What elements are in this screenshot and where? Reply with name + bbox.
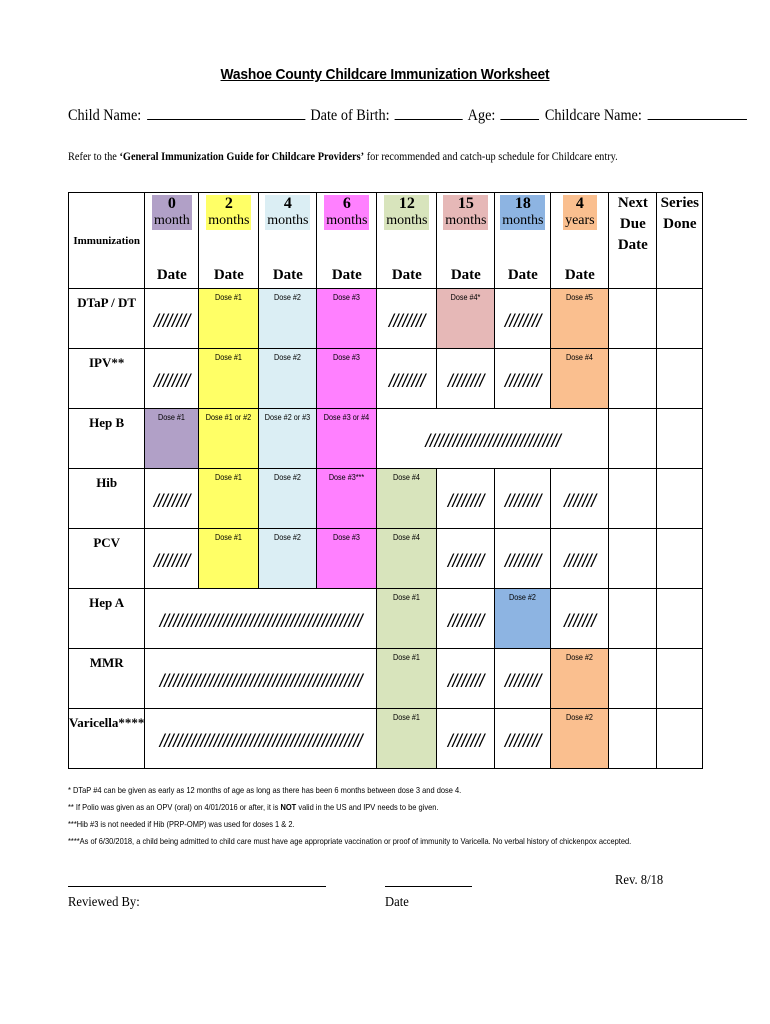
age-unit: month bbox=[153, 213, 190, 228]
vaccine-name: Hep A bbox=[89, 595, 125, 610]
vaccine-label bbox=[69, 469, 145, 529]
cell-4-years[interactable] bbox=[551, 589, 609, 649]
next-word: Next bbox=[617, 195, 648, 211]
age-unit: months bbox=[445, 213, 487, 228]
not-applicable-mark: //////// bbox=[153, 551, 190, 571]
cell-series-done[interactable] bbox=[657, 289, 703, 349]
cell-not-applicable-span bbox=[145, 649, 377, 709]
cell-4-months[interactable] bbox=[259, 469, 317, 529]
child-info-line bbox=[68, 107, 748, 125]
dose-label: Dose #2 bbox=[566, 712, 594, 722]
next-due-date-header bbox=[609, 193, 657, 289]
not-applicable-mark: //////// bbox=[153, 491, 190, 511]
age-value: 15 bbox=[457, 195, 474, 212]
cell-series-done[interactable] bbox=[657, 529, 703, 589]
cell-6-months[interactable] bbox=[317, 349, 377, 409]
vaccine-label bbox=[69, 289, 145, 349]
cell-next-due[interactable] bbox=[609, 289, 657, 349]
cell-18-months[interactable] bbox=[495, 349, 551, 409]
not-applicable-mark: //////// bbox=[447, 611, 484, 631]
vaccine-label bbox=[69, 589, 145, 649]
not-applicable-mark: ////////////////////////////// bbox=[425, 431, 561, 451]
date-label: Date bbox=[450, 267, 481, 283]
cell-18-months[interactable] bbox=[495, 709, 551, 769]
age-header-18-months bbox=[495, 193, 551, 289]
due-word: Due bbox=[619, 216, 646, 232]
cell-next-due[interactable] bbox=[609, 589, 657, 649]
not-applicable-mark: //////// bbox=[153, 371, 190, 391]
age-unit: months bbox=[502, 213, 544, 228]
age-value: 6 bbox=[342, 195, 351, 212]
not-applicable-mark: //////// bbox=[447, 371, 484, 391]
cell-0-month[interactable] bbox=[145, 289, 199, 349]
footnote-varicella: ****As of 6/30/2018, a child being admitted to child care must have age appropriate vaccination or proof of immunity to Varicella. No verbal history of chickenpox accepted. bbox=[68, 836, 632, 846]
cell-12-months[interactable] bbox=[377, 289, 437, 349]
footnote-hib: ***Hib #3 is not needed if Hib (PRP-OMP) was used for doses 1 & 2. bbox=[68, 819, 295, 829]
vaccine-name: IPV** bbox=[88, 355, 125, 370]
date-label: Date bbox=[507, 267, 538, 283]
age-header-4-months bbox=[259, 193, 317, 289]
header-row bbox=[69, 193, 703, 289]
row-varicella bbox=[69, 709, 703, 769]
dose-label: Dose #3 bbox=[333, 532, 361, 542]
cell-12-months[interactable] bbox=[377, 589, 437, 649]
vaccine-label bbox=[69, 649, 145, 709]
dose-label: Dose #3 bbox=[333, 292, 361, 302]
age-header-2-months bbox=[199, 193, 259, 289]
row-dtap bbox=[69, 289, 703, 349]
cell-6-months[interactable] bbox=[317, 409, 377, 469]
cell-15-months[interactable] bbox=[437, 349, 495, 409]
dob-label: Date of Birth: bbox=[310, 107, 390, 124]
cell-12-months[interactable] bbox=[377, 349, 437, 409]
reviewed-by-label: Reviewed By: bbox=[68, 895, 140, 910]
dose-label: Dose #2 bbox=[274, 292, 302, 302]
row-hib bbox=[69, 469, 703, 529]
cell-0-month[interactable] bbox=[145, 349, 199, 409]
cell-2-months[interactable] bbox=[199, 349, 259, 409]
date-word: Date bbox=[617, 237, 648, 253]
not-applicable-mark: //////// bbox=[504, 671, 541, 691]
dose-label: Dose #3*** bbox=[329, 472, 365, 482]
not-applicable-mark: //////// bbox=[504, 731, 541, 751]
dose-label: Dose #2 bbox=[566, 652, 594, 662]
cell-next-due[interactable] bbox=[609, 709, 657, 769]
footnote-text: valid in the US and IPV needs to be given. bbox=[296, 802, 439, 812]
cell-6-months[interactable] bbox=[317, 529, 377, 589]
dose-label: Dose #2 bbox=[274, 352, 302, 362]
cell-4-months[interactable] bbox=[259, 409, 317, 469]
cell-series-done[interactable] bbox=[657, 349, 703, 409]
cell-not-applicable-span bbox=[377, 409, 609, 469]
cell-15-months[interactable] bbox=[437, 709, 495, 769]
immunization-table bbox=[68, 192, 703, 769]
not-applicable-mark: ///////////////////////////////////////////// bbox=[159, 671, 363, 691]
cell-15-months[interactable] bbox=[437, 289, 495, 349]
cell-2-months[interactable] bbox=[199, 289, 259, 349]
age-unit: months bbox=[386, 213, 428, 228]
reviewed-by-signature-line[interactable] bbox=[68, 886, 326, 887]
dob-field[interactable] bbox=[395, 107, 463, 120]
cell-series-done[interactable] bbox=[657, 589, 703, 649]
vaccine-name: MMR bbox=[89, 655, 124, 670]
cell-18-months[interactable] bbox=[495, 649, 551, 709]
age-header-4-years bbox=[551, 193, 609, 289]
cell-4-years[interactable] bbox=[551, 529, 609, 589]
vaccine-label bbox=[69, 349, 145, 409]
footnotes bbox=[68, 782, 631, 850]
not-applicable-mark: //////// bbox=[447, 671, 484, 691]
dose-label: Dose #1 bbox=[393, 712, 421, 722]
cell-15-months[interactable] bbox=[437, 649, 495, 709]
footnote-emphasis: NOT bbox=[280, 802, 297, 812]
dose-label: Dose #1 bbox=[158, 412, 186, 422]
reference-prefix: Refer to the bbox=[68, 151, 120, 163]
cell-18-months[interactable] bbox=[495, 289, 551, 349]
cell-0-month[interactable] bbox=[145, 529, 199, 589]
date-label: Date bbox=[391, 267, 422, 283]
dose-label: Dose #1 bbox=[393, 652, 421, 662]
dose-label: Dose #3 or #4 bbox=[324, 412, 370, 422]
dose-label: Dose #1 bbox=[215, 292, 243, 302]
row-ipv bbox=[69, 349, 703, 409]
cell-not-applicable-span bbox=[145, 709, 377, 769]
dose-label: Dose #1 bbox=[215, 532, 243, 542]
cell-4-years[interactable] bbox=[551, 649, 609, 709]
cell-12-months[interactable] bbox=[377, 709, 437, 769]
cell-4-years[interactable] bbox=[551, 469, 609, 529]
vaccine-label bbox=[69, 709, 145, 769]
cell-12-months[interactable] bbox=[377, 469, 437, 529]
worksheet-title: Washoe County Childcare Immunization Worksheet bbox=[220, 66, 550, 83]
age-unit: months bbox=[267, 213, 309, 228]
age-value: 4 bbox=[283, 195, 292, 212]
dose-label: Dose #1 bbox=[215, 472, 243, 482]
cell-18-months[interactable] bbox=[495, 589, 551, 649]
age-value: 18 bbox=[514, 195, 531, 212]
dose-label: Dose #3 bbox=[333, 352, 361, 362]
vaccine-name: Hib bbox=[96, 475, 118, 490]
footnote-ipv bbox=[68, 799, 631, 816]
not-applicable-mark: //////// bbox=[504, 371, 541, 391]
age-header-15-months bbox=[437, 193, 495, 289]
row-pcv bbox=[69, 529, 703, 589]
date-label: Date bbox=[331, 267, 362, 283]
cell-series-done[interactable] bbox=[657, 709, 703, 769]
footnote-dtap: * DTaP #4 can be given as early as 12 months of age as long as there has been 6 months between dose 3 and dose 4. bbox=[68, 785, 462, 795]
cell-next-due[interactable] bbox=[609, 529, 657, 589]
age-field[interactable] bbox=[501, 107, 540, 120]
age-value: 12 bbox=[398, 195, 415, 212]
cell-next-due[interactable] bbox=[609, 409, 657, 469]
cell-4-months[interactable] bbox=[259, 349, 317, 409]
age-value: 0 bbox=[167, 195, 176, 212]
dose-label: Dose #5 bbox=[566, 292, 594, 302]
age-header-12-months bbox=[377, 193, 437, 289]
age-value: 2 bbox=[224, 195, 233, 212]
revision-label: Rev. 8/18 bbox=[615, 873, 664, 888]
date-label: Date bbox=[213, 267, 244, 283]
dose-label: Dose #2 or #3 bbox=[265, 412, 311, 422]
row-hepb bbox=[69, 409, 703, 469]
not-applicable-mark: /////// bbox=[564, 611, 596, 631]
dose-label: Dose #1 bbox=[215, 352, 243, 362]
cell-15-months[interactable] bbox=[437, 529, 495, 589]
cell-18-months[interactable] bbox=[495, 529, 551, 589]
not-applicable-mark: //////// bbox=[504, 551, 541, 571]
dose-label: Dose #2 bbox=[274, 472, 302, 482]
not-applicable-mark: //////// bbox=[504, 311, 541, 331]
not-applicable-mark: //////// bbox=[388, 311, 425, 331]
not-applicable-mark: //////// bbox=[447, 491, 484, 511]
cell-not-applicable-span bbox=[145, 589, 377, 649]
age-header-0-month bbox=[145, 193, 199, 289]
row-hepa bbox=[69, 589, 703, 649]
age-unit: months bbox=[208, 213, 250, 228]
series-word: Series bbox=[660, 195, 699, 211]
vaccine-name: Hep B bbox=[89, 415, 125, 430]
series-done-header bbox=[657, 193, 703, 289]
age-unit: years bbox=[565, 213, 595, 228]
cell-2-months[interactable] bbox=[199, 529, 259, 589]
reference-guide-title: ‘General Immunization Guide for Childcare Providers’ bbox=[119, 151, 365, 163]
cell-series-done[interactable] bbox=[657, 409, 703, 469]
review-date-line[interactable] bbox=[385, 886, 472, 887]
not-applicable-mark: /////// bbox=[564, 551, 596, 571]
cell-12-months[interactable] bbox=[377, 529, 437, 589]
age-value: 4 bbox=[575, 195, 584, 212]
cell-4-years[interactable] bbox=[551, 349, 609, 409]
vaccine-name: DTaP / DT bbox=[77, 295, 137, 310]
cell-4-years[interactable] bbox=[551, 709, 609, 769]
childcare-name-field[interactable] bbox=[647, 107, 746, 120]
dose-label: Dose #2 bbox=[274, 532, 302, 542]
not-applicable-mark: /////// bbox=[564, 491, 596, 511]
cell-18-months[interactable] bbox=[495, 469, 551, 529]
not-applicable-mark: //////// bbox=[447, 731, 484, 751]
cell-series-done[interactable] bbox=[657, 469, 703, 529]
cell-0-month[interactable] bbox=[145, 469, 199, 529]
cell-2-months[interactable] bbox=[199, 409, 259, 469]
not-applicable-mark: //////// bbox=[447, 551, 484, 571]
review-date-label: Date bbox=[385, 895, 409, 910]
footnote-text: ** If Polio was given as an OPV (oral) on 4/01/2016 or after, it is bbox=[68, 802, 281, 812]
dose-label: Dose #4 bbox=[566, 352, 594, 362]
done-word: Done bbox=[663, 216, 697, 232]
cell-series-done[interactable] bbox=[657, 649, 703, 709]
age-unit: months bbox=[326, 213, 368, 228]
age-header-6-months bbox=[317, 193, 377, 289]
cell-6-months[interactable] bbox=[317, 289, 377, 349]
dose-label: Dose #4 bbox=[393, 532, 421, 542]
vaccine-name: Varicella**** bbox=[69, 715, 145, 730]
dose-label: Dose #4* bbox=[450, 292, 481, 302]
dose-label: Dose #1 bbox=[393, 592, 421, 602]
date-label: Date bbox=[564, 267, 595, 283]
cell-12-months[interactable] bbox=[377, 649, 437, 709]
cell-4-months[interactable] bbox=[259, 289, 317, 349]
not-applicable-mark: //////// bbox=[504, 491, 541, 511]
childcare-name-label: Childcare Name: bbox=[544, 107, 642, 124]
dose-label: Dose #2 bbox=[509, 592, 537, 602]
date-label: Date bbox=[156, 267, 187, 283]
row-mmr bbox=[69, 649, 703, 709]
cell-15-months[interactable] bbox=[437, 589, 495, 649]
child-name-label: Child Name: bbox=[68, 107, 142, 124]
child-name-field[interactable] bbox=[147, 107, 305, 120]
not-applicable-mark: ///////////////////////////////////////////// bbox=[159, 611, 363, 631]
dose-label: Dose #1 or #2 bbox=[206, 412, 252, 422]
reference-suffix: for recommended and catch-up schedule for Childcare entry. bbox=[364, 151, 618, 163]
date-label: Date bbox=[272, 267, 303, 283]
cell-0-month[interactable] bbox=[145, 409, 199, 469]
cell-4-years[interactable] bbox=[551, 289, 609, 349]
not-applicable-mark: ///////////////////////////////////////////// bbox=[159, 731, 363, 751]
cell-2-months[interactable] bbox=[199, 469, 259, 529]
age-label: Age: bbox=[467, 107, 496, 124]
cell-next-due[interactable] bbox=[609, 349, 657, 409]
not-applicable-mark: //////// bbox=[388, 371, 425, 391]
vaccine-label bbox=[69, 529, 145, 589]
cell-4-months[interactable] bbox=[259, 529, 317, 589]
vaccine-label bbox=[69, 409, 145, 469]
reference-note bbox=[68, 151, 618, 163]
not-applicable-mark: //////// bbox=[153, 311, 190, 331]
dose-label: Dose #4 bbox=[393, 472, 421, 482]
cell-6-months[interactable] bbox=[317, 469, 377, 529]
cell-15-months[interactable] bbox=[437, 469, 495, 529]
immunization-header: Immunization bbox=[69, 193, 145, 289]
vaccine-name: PCV bbox=[93, 535, 121, 550]
cell-next-due[interactable] bbox=[609, 649, 657, 709]
cell-next-due[interactable] bbox=[609, 469, 657, 529]
